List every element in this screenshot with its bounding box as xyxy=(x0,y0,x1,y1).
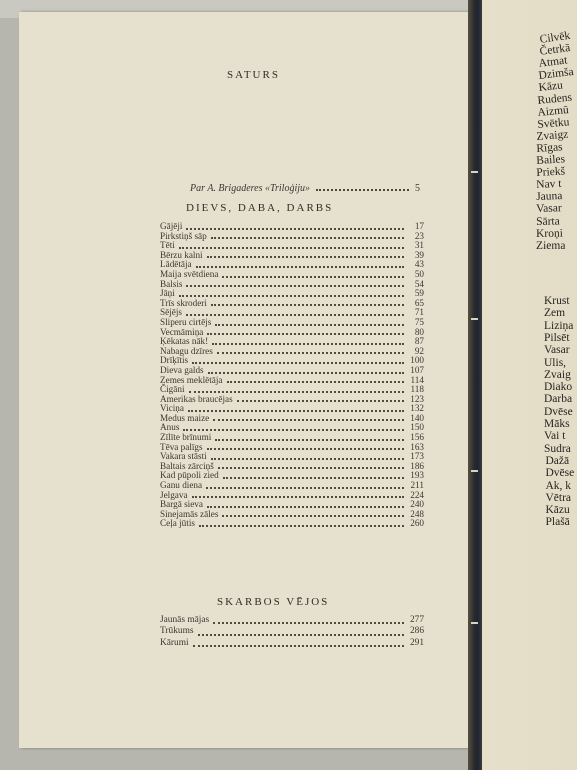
partial-title: Vētra xyxy=(545,491,572,504)
toc-entry-title: Baltais zārciņš xyxy=(160,460,214,471)
section-heading-skarbos: SKARBOS VĒJOS xyxy=(217,596,330,608)
toc-entry-page: 163 xyxy=(410,441,424,452)
partial-title: Dvēse xyxy=(544,405,573,418)
partial-title: Ak, k xyxy=(545,479,572,492)
intro-title: Par A. Brigaderes «Triloģiju» xyxy=(190,183,311,194)
partial-title: Kroņi xyxy=(535,227,563,240)
toc-entry-title: Balsis xyxy=(160,278,183,289)
partial-title: Zvaig xyxy=(544,368,571,381)
toc-entry-page: 59 xyxy=(414,288,424,299)
toc-entry-page: 92 xyxy=(414,345,424,356)
toc-entry-title: Sinejamās zāles xyxy=(160,508,219,519)
partial-title: Dažā xyxy=(545,454,570,467)
partial-title: Nav t xyxy=(535,178,562,192)
toc-entry-page: 71 xyxy=(414,307,424,318)
dot-leader xyxy=(179,295,404,297)
toc-entry-title: Bargā sieva xyxy=(160,499,203,510)
toc-entry-page: 248 xyxy=(410,508,424,519)
toc-entry-page: 23 xyxy=(414,230,424,241)
left-book-page xyxy=(19,12,473,748)
toc-entry-page: 211 xyxy=(410,480,424,491)
dot-leader xyxy=(186,314,404,316)
toc-entry-page: 114 xyxy=(410,374,424,385)
toc-entry xyxy=(160,510,424,520)
toc-entry-title: Jaunās mājas xyxy=(160,615,210,625)
intro-entry xyxy=(190,183,420,194)
toc-entry xyxy=(160,626,424,637)
dot-leader xyxy=(211,304,404,306)
dot-leader xyxy=(186,285,404,287)
toc-entry-page: 173 xyxy=(410,451,424,462)
toc-entry-title: Ķēkatas nāk! xyxy=(160,336,209,347)
toc-entry xyxy=(160,519,424,529)
dot-leader xyxy=(223,477,404,479)
dot-leader xyxy=(215,324,404,326)
toc-entry-page: 17 xyxy=(414,221,424,231)
toc-entry-page: 156 xyxy=(410,432,424,443)
toc-entry-title: Tēti xyxy=(160,240,175,251)
toc-entry xyxy=(160,347,424,357)
toc-entry-page: 186 xyxy=(410,460,424,471)
toc-entry-page: 193 xyxy=(410,470,424,481)
partial-title: Krust xyxy=(544,295,570,307)
toc-entry-title: Gājēji xyxy=(160,221,183,231)
dot-leader xyxy=(206,487,404,489)
partial-title: Kāzu xyxy=(537,79,564,95)
toc-entry-title: Trīs skroderi xyxy=(160,297,207,308)
partial-title: Svētku xyxy=(536,115,570,131)
toc-entry-title: Vakara stāsti xyxy=(160,451,207,462)
contents-heading: SATURS xyxy=(227,69,280,81)
toc-entry-page: 123 xyxy=(410,393,424,404)
dot-leader xyxy=(217,352,404,354)
toc-entry-title: Pirkstiņš sāp xyxy=(160,230,207,241)
toc-entry-page: 100 xyxy=(410,355,424,366)
partial-title: Liziņa xyxy=(544,319,574,332)
toc-entry-title: Zemes meklētāja xyxy=(160,374,223,385)
toc-entry xyxy=(160,270,424,280)
toc-entry-title: Vecmāmiņa xyxy=(160,326,204,337)
partial-title: Māks xyxy=(544,418,570,430)
toc-entry xyxy=(160,414,424,424)
dot-leader xyxy=(196,266,404,268)
toc-entry-page: 140 xyxy=(410,412,424,423)
binding-stitch xyxy=(471,470,478,472)
dot-leader xyxy=(189,391,405,393)
toc-entry-title: Čigāni xyxy=(160,384,185,395)
toc-entry-title: Ceļa jūtis xyxy=(160,518,195,529)
dot-leader xyxy=(193,645,404,647)
book-binding xyxy=(468,0,482,770)
dot-leader xyxy=(199,525,404,527)
partial-title: Dzimša xyxy=(537,66,575,83)
intro-page: 5 xyxy=(415,183,420,194)
partial-title: Plašā xyxy=(545,516,570,529)
binding-stitch xyxy=(471,318,478,320)
partial-title: Četrkā xyxy=(538,42,571,58)
right-book-page xyxy=(482,0,577,770)
section-2-entries xyxy=(160,615,424,649)
dot-leader xyxy=(213,419,404,421)
partial-title: Vasar xyxy=(535,202,562,216)
dot-leader xyxy=(211,458,404,460)
toc-entry-title: Zīlīte brīnumi xyxy=(160,432,212,443)
toc-entry-page: 80 xyxy=(414,326,424,337)
dot-leader xyxy=(212,343,404,345)
dot-leader xyxy=(215,439,404,441)
toc-entry-title: Kad pūpoli zied xyxy=(160,470,219,481)
toc-entry-title: Ganu diena xyxy=(160,480,203,491)
toc-entry-title: Maija svētdiena xyxy=(160,268,219,279)
toc-entry-title: Anus xyxy=(160,422,180,433)
binding-stitch xyxy=(471,171,478,173)
toc-entry xyxy=(160,638,424,649)
toc-entry-title: Medus maize xyxy=(160,412,210,423)
toc-entry xyxy=(160,299,424,309)
toc-entry-title: Jelgava xyxy=(160,489,188,500)
section-1-entries xyxy=(160,222,424,529)
toc-entry-title: Drīķītis xyxy=(160,355,189,366)
toc-entry-title: Sējējs xyxy=(160,307,182,318)
partial-title: Jauna xyxy=(535,190,563,204)
toc-entry-page: 50 xyxy=(414,268,424,279)
toc-entry-title: Tēva palīgs xyxy=(160,441,203,452)
partial-title: Diako xyxy=(544,381,573,394)
toc-entry-title: Amerikas braucējas xyxy=(160,393,233,404)
partial-title: Dvēse xyxy=(545,467,575,480)
dot-leader xyxy=(222,515,404,517)
toc-entry xyxy=(160,481,424,491)
dot-leader xyxy=(208,372,404,374)
binding-stitch xyxy=(471,622,478,624)
toc-entry xyxy=(160,376,424,386)
partial-title: Sudra xyxy=(544,442,571,455)
toc-entry xyxy=(160,395,424,405)
toc-entry-page: 54 xyxy=(414,278,424,289)
partial-title: Sārta xyxy=(535,214,560,228)
toc-entry-page: 286 xyxy=(409,626,424,637)
partial-title: Ulis, xyxy=(544,356,567,369)
toc-entry xyxy=(160,251,424,261)
toc-entry-page: 240 xyxy=(410,499,424,510)
dot-leader xyxy=(207,506,404,508)
toc-entry-title: Kārumi xyxy=(160,637,189,648)
dot-leader xyxy=(186,228,404,230)
partial-title: Atmat xyxy=(538,54,569,71)
toc-entry-page: 132 xyxy=(410,403,424,414)
dot-leader xyxy=(213,622,404,624)
dot-leader xyxy=(207,333,404,335)
partial-title: Priekš xyxy=(535,165,565,180)
toc-entry xyxy=(160,232,424,242)
dot-leader xyxy=(179,247,404,249)
partial-title: Bailes xyxy=(535,153,565,167)
toc-entry xyxy=(160,280,424,290)
toc-entry-page: 65 xyxy=(414,297,424,308)
dot-leader xyxy=(207,448,404,450)
toc-entry-page: 291 xyxy=(409,637,424,648)
toc-entry-page: 260 xyxy=(410,518,424,529)
dot-leader xyxy=(237,400,404,402)
toc-entry-title: Nabagu dzīres xyxy=(160,345,213,356)
dot-leader xyxy=(198,634,404,636)
toc-entry-page: 43 xyxy=(414,259,424,270)
partial-title: Cilvēk xyxy=(539,29,572,46)
toc-entry-page: 277 xyxy=(409,615,424,625)
partial-title: Aizmū xyxy=(536,103,570,119)
partial-title: Pilsēt xyxy=(544,331,570,344)
partial-title: Kāzu xyxy=(545,504,570,517)
toc-entry-title: Viciņa xyxy=(160,403,184,414)
toc-entry-title: Dieva galds xyxy=(160,364,204,375)
partial-title: Vasar xyxy=(544,344,570,357)
toc-entry-page: 107 xyxy=(410,364,424,375)
toc-entry-page: 224 xyxy=(410,489,424,500)
toc-entry-title: Lādētāja xyxy=(160,259,192,270)
toc-entry-page: 87 xyxy=(414,336,424,347)
partial-title: Vai t xyxy=(544,430,566,443)
partial-title: Zem xyxy=(544,307,566,320)
dot-leader xyxy=(207,256,404,258)
partial-title: Rudens xyxy=(537,91,573,107)
dot-leader xyxy=(183,429,404,431)
dot-leader xyxy=(316,189,409,191)
toc-entry-page: 31 xyxy=(414,240,424,251)
toc-entry-page: 39 xyxy=(414,249,424,260)
partial-title: Darba xyxy=(544,393,573,406)
dot-leader xyxy=(222,276,404,278)
dot-leader xyxy=(218,467,404,469)
section-heading-dievs: DIEVS, DABA, DARBS xyxy=(186,202,334,214)
partial-title: Zvaigz xyxy=(536,128,569,143)
toc-entry xyxy=(160,615,424,626)
dot-leader xyxy=(211,237,404,239)
partial-title: Rīgas xyxy=(535,141,563,155)
toc-entry-page: 150 xyxy=(410,422,424,433)
toc-entry-page: 75 xyxy=(414,316,424,327)
dot-leader xyxy=(188,410,404,412)
dot-leader xyxy=(192,496,404,498)
toc-entry-title: Sliperu cirtējs xyxy=(160,316,212,327)
dot-leader xyxy=(227,381,405,383)
partial-title: Ziema xyxy=(535,239,565,252)
dot-leader xyxy=(192,362,404,364)
toc-entry-title: Trūkums xyxy=(160,626,194,637)
toc-entry-title: Bērzu kalni xyxy=(160,249,203,260)
toc-entry-page: 118 xyxy=(410,384,424,395)
toc-entry-title: Jāņi xyxy=(160,288,175,299)
